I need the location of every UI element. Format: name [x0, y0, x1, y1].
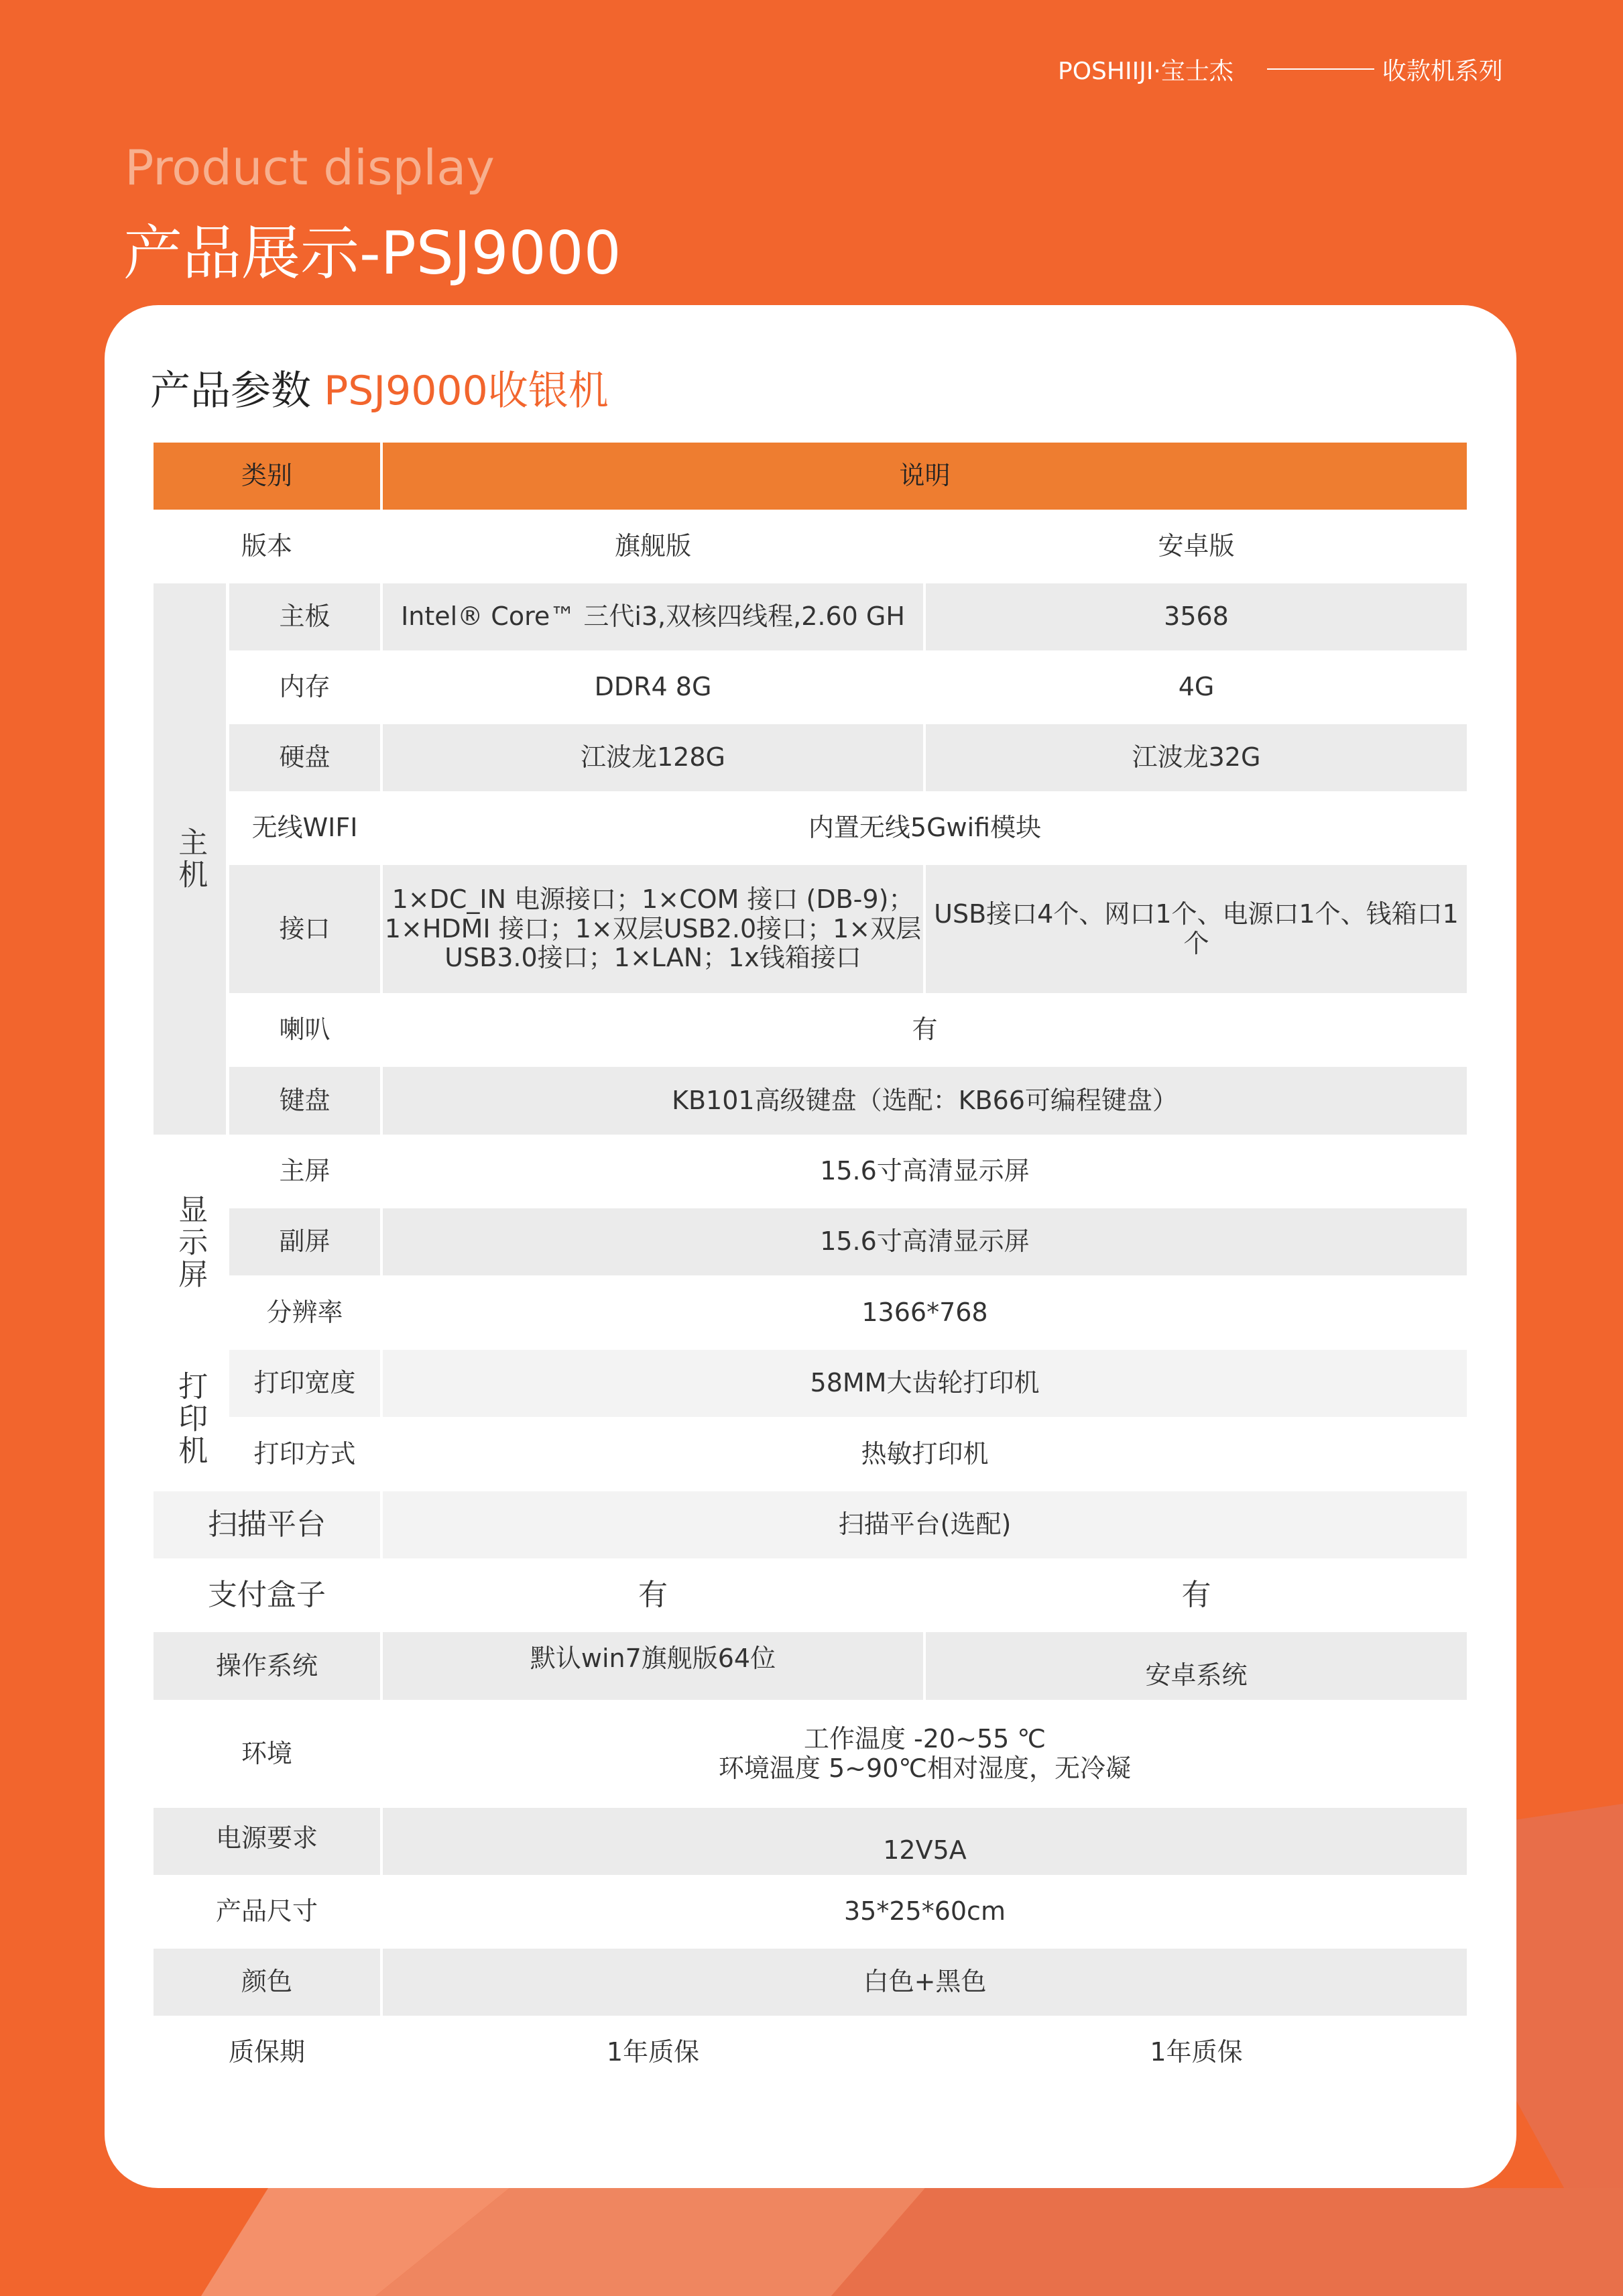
row-main-screen-label: 主屏	[229, 1138, 380, 1205]
group-printer-label	[154, 1350, 226, 1488]
row-environment-label: 环境	[154, 1703, 380, 1804]
row-size-label: 产品尺寸	[154, 1878, 380, 1945]
row-memory-a: DDR4 8G	[383, 654, 923, 721]
row-environment-value	[383, 1703, 1467, 1804]
ports-a-line-2: 1×HDMI 接口；1×双层USB2.0接口；1×双层	[384, 913, 922, 943]
row-size-value: 35*25*60cm	[383, 1878, 1467, 1945]
row-disk-label: 硬盘	[229, 724, 380, 791]
ports-b-line-1: USB接口4个、网口1个、电源口1个、钱箱口1	[934, 899, 1459, 929]
row-memory-b: 4G	[926, 654, 1467, 721]
row-version-a: 旗舰版	[383, 513, 923, 580]
card-heading-product: PSJ9000收银机	[324, 367, 609, 414]
row-color-label: 颜色	[154, 1949, 380, 2016]
row-print-method-value: 热敏打印机	[383, 1420, 1467, 1488]
row-wifi-label: 无线WIFI	[229, 795, 380, 862]
top-header	[1058, 52, 1515, 86]
row-scanner-label: 扫描平台	[154, 1491, 380, 1558]
row-speaker-value: 有	[383, 996, 1467, 1064]
row-print-width-label: 打印宽度	[229, 1350, 380, 1417]
row-motherboard-b: 3568	[926, 583, 1467, 650]
series-name: 收款机系列	[1382, 57, 1503, 85]
header-description: 说明	[383, 443, 1467, 510]
row-motherboard-label: 主板	[229, 583, 380, 650]
row-resolution-value: 1366*768	[383, 1279, 1467, 1346]
row-os-a: 默认win7旗舰版64位	[383, 1632, 923, 1700]
row-wifi-value: 内置无线5Gwifi模块	[383, 795, 1467, 862]
row-main-screen-value: 15.6寸高清显示屏	[383, 1138, 1467, 1205]
row-os-label: 操作系统	[154, 1632, 380, 1700]
row-motherboard-a: Intel® Core™ 三代i3,双核四线程,2.60 GH	[383, 583, 923, 650]
group-host-label	[154, 583, 226, 1135]
page-title: 产品展示-PSJ9000	[123, 219, 621, 288]
ports-a-line-1: 1×DC_IN 电源接口；1×COM 接口 (DB-9)；	[392, 884, 914, 914]
spec-card	[105, 305, 1516, 2188]
brand-name: POSHIIJI·宝士杰	[1058, 57, 1234, 85]
group-display-text: 显示屏	[173, 1194, 208, 1291]
group-host-text: 主机	[173, 827, 208, 891]
row-disk-a: 江波龙128G	[383, 724, 923, 791]
row-print-width-value: 58MM大齿轮打印机	[383, 1350, 1467, 1417]
row-speaker-label: 喇叭	[229, 996, 380, 1064]
environment-line-2: 环境温度 5~90℃相对湿度，无冷凝	[718, 1753, 1132, 1783]
row-version-b: 安卓版	[926, 513, 1467, 580]
row-ports-a	[383, 865, 923, 993]
ports-b-line-2: 个	[1183, 928, 1209, 958]
row-ports-b	[926, 865, 1467, 993]
row-os-b: 安卓系统	[926, 1632, 1467, 1700]
row-keyboard-label: 键盘	[229, 1067, 380, 1135]
ports-a-line-3: USB3.0接口；1×LAN；1x钱箱接口	[444, 943, 861, 973]
row-power-value: 12V5A	[383, 1808, 1467, 1875]
row-power-label: 电源要求	[154, 1808, 380, 1875]
row-payment-box-b: 有	[926, 1562, 1467, 1629]
row-warranty-label: 质保期	[154, 2019, 380, 2086]
row-sub-screen-label: 副屏	[229, 1208, 380, 1275]
header-divider	[1267, 68, 1374, 70]
environment-line-1: 工作温度 -20~55 ℃	[803, 1723, 1046, 1754]
row-color-value: 白色+黑色	[383, 1949, 1467, 2016]
row-sub-screen-value: 15.6寸高清显示屏	[383, 1208, 1467, 1275]
row-keyboard-value: KB101高级键盘（选配：KB66可编程键盘）	[383, 1067, 1467, 1135]
row-disk-b: 江波龙32G	[926, 724, 1467, 791]
page-subtitle-english: Product display	[125, 139, 495, 196]
row-scanner-value: 扫描平台(选配)	[383, 1491, 1467, 1558]
row-version-label: 版本	[154, 513, 380, 580]
row-warranty-b: 1年质保	[926, 2019, 1467, 2086]
row-payment-box-label: 支付盒子	[154, 1562, 380, 1629]
row-memory-label: 内存	[229, 654, 380, 721]
row-print-method-label: 打印方式	[229, 1420, 380, 1488]
header-category: 类别	[154, 443, 380, 510]
card-heading-prefix: 产品参数	[150, 367, 311, 414]
row-payment-box-a: 有	[383, 1562, 923, 1629]
card-heading	[150, 359, 609, 416]
row-resolution-label: 分辨率	[229, 1279, 380, 1346]
group-display-label	[154, 1138, 226, 1346]
group-printer-text: 打印机	[173, 1371, 208, 1467]
row-ports-label: 接口	[229, 865, 380, 993]
row-warranty-a: 1年质保	[383, 2019, 923, 2086]
